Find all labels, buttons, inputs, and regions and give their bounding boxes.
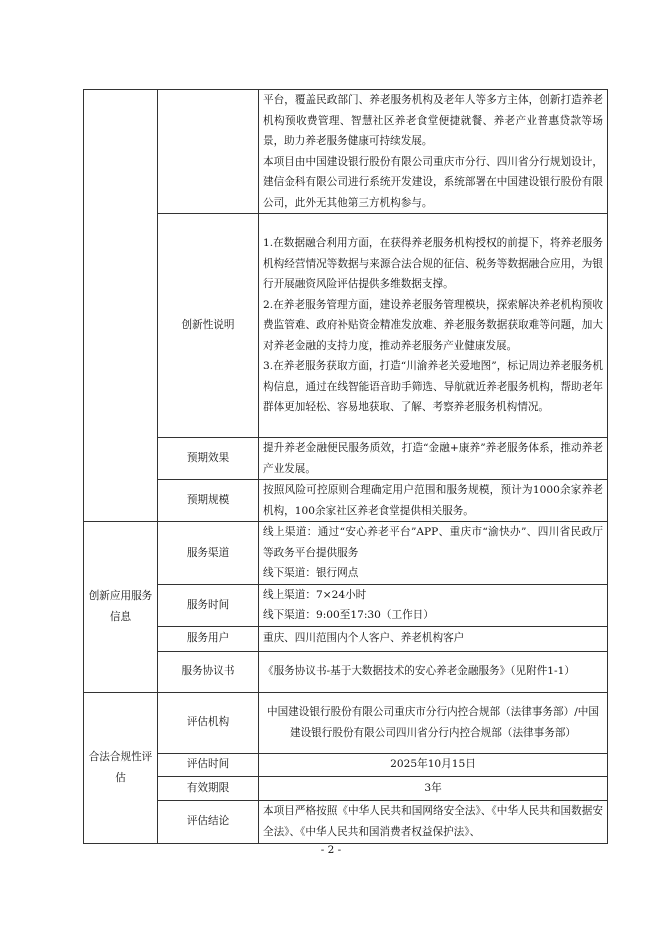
text-line: 线下渠道：9:00至17:30（工作日） [263, 609, 434, 621]
project-category-cell [84, 90, 158, 522]
table-row [84, 438, 608, 480]
paragraph: 3.在养老服务获取方面，打造“川渝养老关爱地图”，标记周边养老服务机构信息，通过在线智能语音助手筛选、导航就近养老服务机构，帮助老年群体更加轻松、容易地获取、了解、考察养老服务机构情况。 [263, 360, 603, 414]
date-text: 2025年10月15日 [259, 753, 608, 776]
org-label: 评估机构 [158, 692, 259, 753]
text-line: 线上渠道：7×24小时 [263, 588, 367, 601]
conclusion-label: 评估结论 [158, 800, 259, 843]
innovation-content-cell [259, 214, 608, 438]
paragraph: 线上渠道：通过“安心养老平台”APP、重庆市“渝快办”、四川省民政厅等政务平台提供服务 [263, 526, 603, 559]
page-number: - 2 - [320, 844, 342, 856]
agreement-text: 《服务协议书-基于大数据技术的安心养老金融服务》（见附件1-1） [259, 651, 608, 692]
validity-text: 3年 [259, 776, 608, 800]
agreement-label: 服务协议书 [158, 651, 259, 692]
channel-label: 服务渠道 [158, 522, 259, 585]
users-text: 重庆、四川范围内个人客户、养老机构客户 [259, 626, 608, 651]
table-row [84, 626, 608, 651]
validity-label: 有效期限 [158, 776, 259, 800]
innovation-label: 创新性说明 [158, 214, 259, 438]
table-row [84, 651, 608, 692]
paragraph: 1.在数据融合利用方面，在获得养老服务机构授权的前提下，将养老服务机构经营情况等数据与来源合法合规的征信、税务等数据融合应用，为银行开展融资风险评估提供多维数据支撑。 [263, 237, 603, 291]
scale-label: 预期规模 [158, 480, 259, 522]
date-label: 评估时间 [158, 753, 259, 776]
table-row [84, 800, 608, 843]
table-row [84, 753, 608, 776]
users-label: 服务用户 [158, 626, 259, 651]
paragraph: 2.在养老服务管理方面，建设养老服务管理模块，探索解决养老机构预收费监管难、政府补贴资金精准发放难、养老服务数据获取难等问题，加大对养老金融的支持力度，推动养老服务产业健康发展。 [263, 298, 603, 352]
table-row [84, 692, 608, 753]
text-line: 线下渠道：银行网点 [263, 567, 359, 579]
project-info-table [83, 89, 608, 844]
time-content-cell [259, 584, 608, 626]
continuation-label-cell [158, 90, 259, 214]
effect-label: 预期效果 [158, 438, 259, 480]
table-row [84, 584, 608, 626]
table-row [84, 522, 608, 585]
effect-text: 提升养老金融便民服务质效，打造“金融+康养”养老服务体系，推动养老产业发展。 [259, 438, 608, 480]
paragraph: 平台，覆盖民政部门、养老服务机构及老年人等多方主体，创新打造养老机构预收费管理、智慧社区养老食堂便捷就餐、养老产业普惠贷款等场景，助力养老服务健康可持续发展。 [263, 94, 603, 147]
time-label: 服务时间 [158, 584, 259, 626]
table-row [84, 776, 608, 800]
continuation-content-cell [259, 90, 608, 214]
compliance-category: 合法合规性评估 [84, 692, 158, 843]
table-row [84, 90, 608, 214]
org-text: 中国建设银行股份有限公司重庆市分行内控合规部（法律事务部）/中国建设银行股份有限公司四川省分行内控合规部（法律事务部） [259, 692, 608, 753]
table-row [84, 480, 608, 522]
table-row [84, 214, 608, 438]
conclusion-text: 本项目严格按照《中华人民共和国网络安全法》、《中华人民共和国数据安全法》、《中华人民共和国消费者权益保护法》、 [259, 800, 608, 843]
paragraph: 本项目由中国建设银行股份有限公司重庆市分行、四川省分行规划设计，建信金科有限公司进行系统开发建设，系统部署在中国建设银行股份有限公司，此外无其他第三方机构参与。 [263, 155, 603, 209]
scale-text: 按照风险可控原则合理确定用户范围和服务规模，预计为1000余家养老机构，100余家社区养老食堂提供相关服务。 [259, 480, 608, 522]
service-category: 创新应用服务信息 [84, 522, 158, 693]
channel-content-cell [259, 522, 608, 585]
